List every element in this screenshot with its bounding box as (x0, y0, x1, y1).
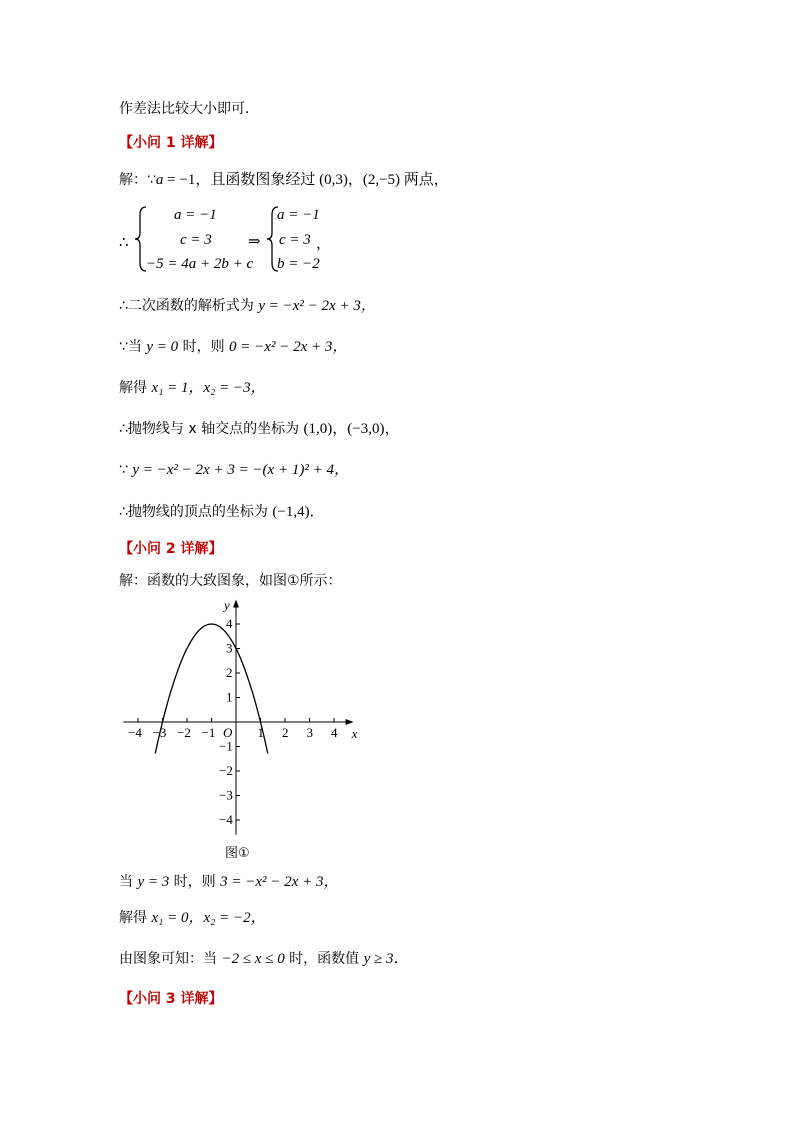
text-line (119, 170, 449, 190)
text-segment: 解得 (119, 910, 152, 926)
math-expression: = −1，且函数图象经过 (0,3)，(2,−5) 两点， (163, 172, 449, 188)
section-heading-3: 【小问 3 详解】 (119, 991, 223, 1007)
math-expression: y ≥ 3． (363, 951, 409, 967)
y-axis-arrow (233, 600, 239, 608)
figure-caption: 图① (225, 846, 250, 861)
x-tick-label: −1 (201, 725, 216, 740)
x-tick-label: 1 (257, 725, 264, 740)
text-segment: 解：∵ (119, 172, 156, 188)
text-segment: ∴二次函数的解析式为 (119, 298, 259, 314)
x-tick-label: 2 (282, 725, 289, 740)
x-tick-label: 4 (331, 725, 338, 740)
axes (123, 600, 353, 835)
y-tick-label: −1 (219, 738, 233, 754)
y-tick-label: −2 (219, 763, 233, 778)
section-heading-2: 【小问 2 详解】 (119, 541, 223, 557)
system2-row3: b = −2 (277, 256, 320, 272)
text-segment: 由图象可知：当 (119, 951, 222, 967)
text-line (119, 419, 400, 439)
text-line (119, 502, 325, 522)
parabola-graph (119, 598, 369, 863)
math-expression: y = 0 (146, 339, 179, 355)
text-line (119, 378, 266, 398)
x-tick-label: −4 (128, 725, 142, 740)
text-line (119, 296, 376, 316)
math-expression: (−1,4)． (272, 504, 325, 520)
x-axis-label: x (351, 726, 358, 741)
math-expression: (1,0)，(−3,0)， (303, 421, 400, 437)
comma: ， (316, 236, 332, 252)
system2-row1: a = −1 (277, 207, 320, 223)
text-line (119, 460, 349, 480)
x-axis-arrow (346, 719, 354, 725)
origin-label: O (223, 725, 233, 740)
math-expression: y = 3 (137, 874, 170, 890)
text-line (119, 337, 347, 357)
system1-row1: a = −1 (174, 207, 217, 223)
math-var: a (155, 172, 164, 188)
text-segment: 时，则 (178, 339, 230, 355)
text-segment: 当 (119, 874, 138, 890)
text-line (119, 908, 266, 928)
section-heading-1: 【小问 1 详解】 (119, 135, 223, 151)
y-axis-label: y (224, 598, 230, 613)
system1-row2: c = 3 (180, 232, 212, 248)
text-segment: ∵当 (119, 339, 147, 355)
math-expression: y = −x² − 2x + 3， (258, 298, 376, 314)
text-segment: ∴抛物线的顶点的坐标为 (119, 504, 273, 520)
y-tick-label: −3 (219, 787, 233, 803)
math-expression: 3 = −x² − 2x + 3， (220, 874, 339, 890)
math-expression: 0 = −x² − 2x + 3， (229, 339, 348, 355)
y-tick-label: 3 (226, 640, 233, 656)
text-line: 作差法比较大小即可． (119, 101, 259, 117)
system2-row2: c = 3 (279, 232, 311, 248)
text-segment: ∵ (119, 462, 133, 478)
text-segment: 解得 (119, 380, 152, 396)
math-expression: x₁ = 1，x₂ = −3， (151, 380, 266, 396)
math-expression: y = −x² − 2x + 3 = −(x + 1)² + 4， (132, 462, 349, 478)
x-tick-label: −2 (177, 725, 191, 740)
therefore-symbol: ∴ (119, 235, 129, 251)
text-line (119, 949, 409, 969)
y-tick-label: 1 (226, 689, 233, 705)
text-line (119, 872, 338, 892)
text-line: 解：函数的大致图象，如图①所示： (119, 573, 342, 589)
tick-labels (128, 598, 358, 827)
text-segment: ∴抛物线与 x 轴交点的坐标为 (119, 421, 304, 437)
x-tick-label: 3 (306, 725, 313, 740)
implies-arrow: ⇒ (248, 234, 261, 250)
y-tick-label: 2 (226, 665, 233, 680)
math-expression: −2 ≤ x ≤ 0 (221, 951, 285, 967)
text-segment: 时，函数值 (284, 951, 364, 967)
x-tick-label: −3 (152, 725, 167, 740)
y-tick-label: 4 (226, 616, 233, 631)
system1-row3: −5 = 4a + 2b + c (146, 256, 254, 272)
math-expression: x₁ = 0，x₂ = −2， (151, 910, 266, 926)
y-tick-label: −4 (219, 812, 233, 827)
text-segment: 时，则 (169, 874, 221, 890)
